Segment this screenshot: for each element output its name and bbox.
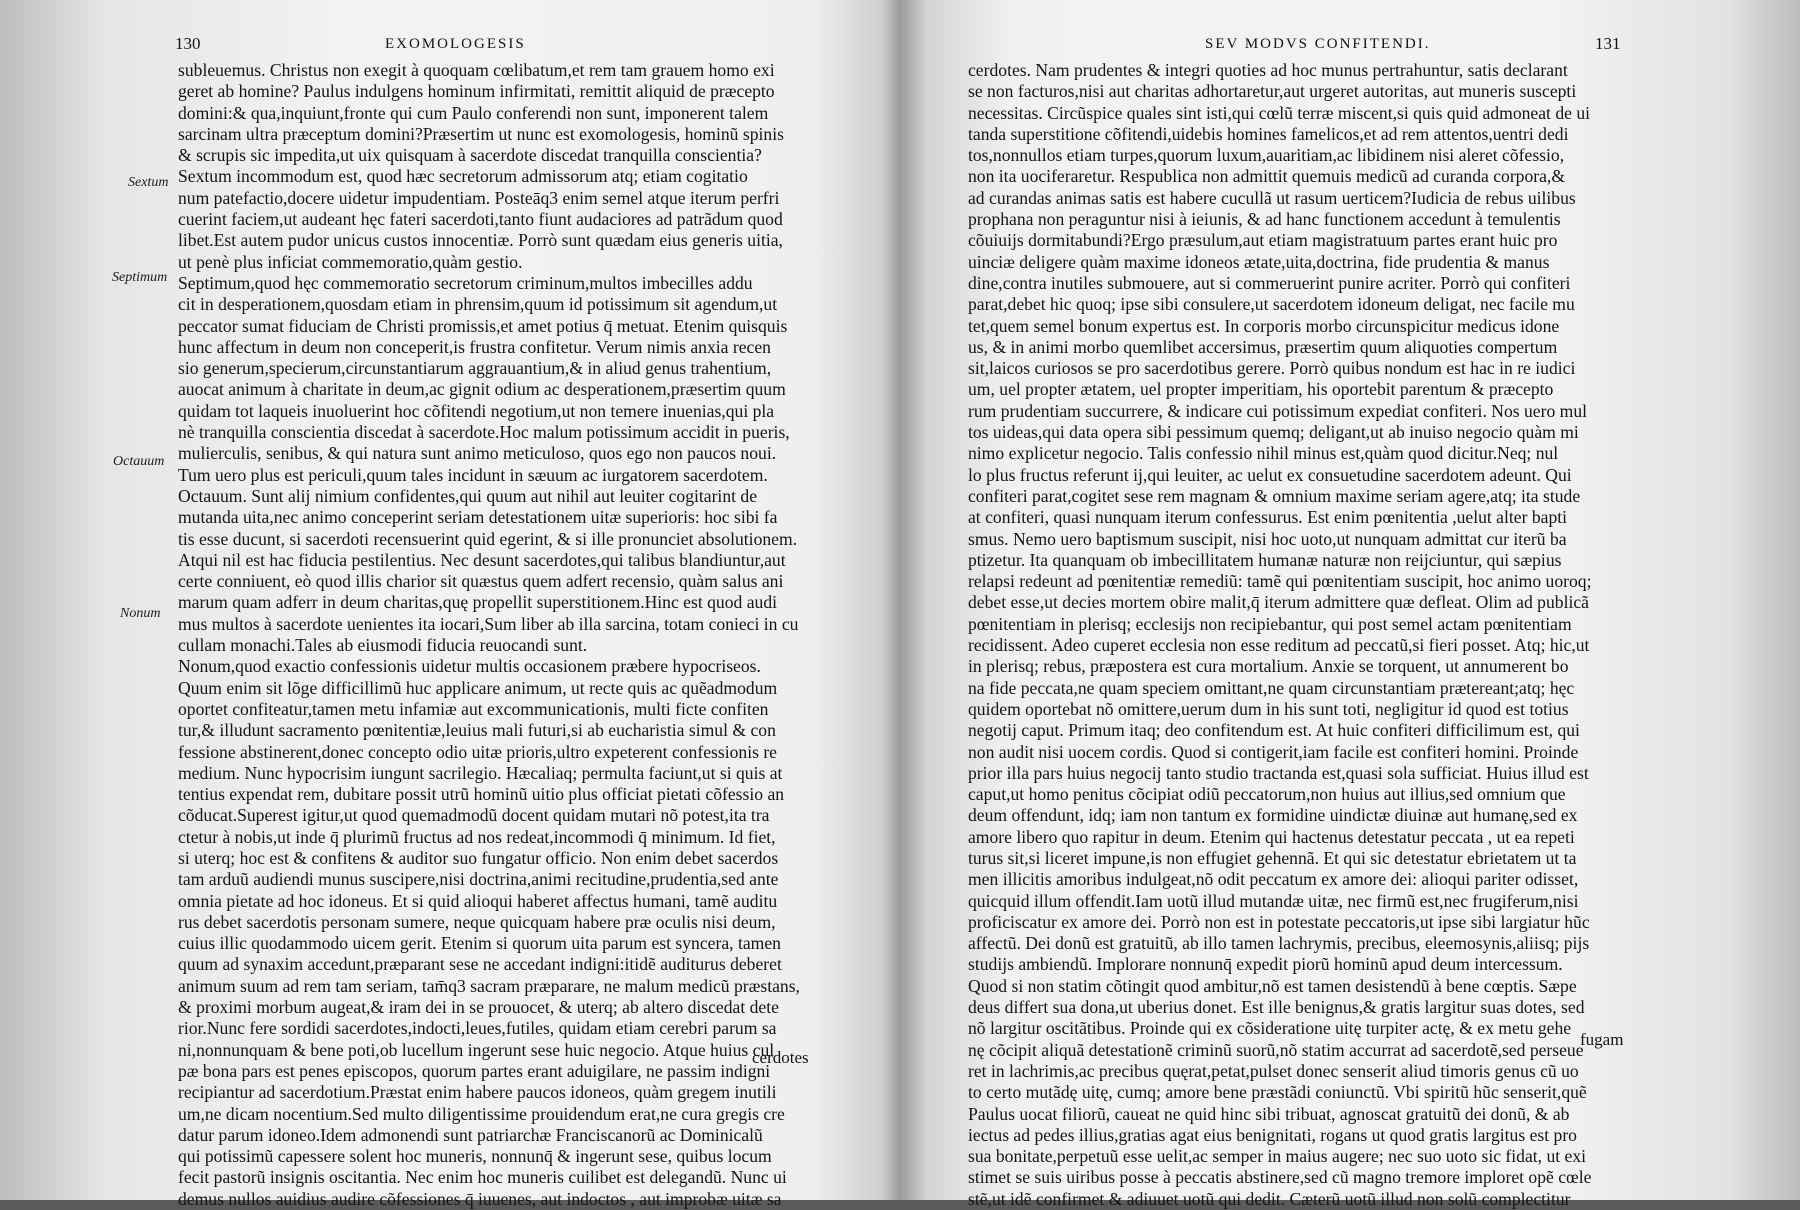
text-line: men illicitis amoribus indulgeat,nõ odit peccatum ex amore dei: alioqui pariter odisset, <box>968 869 1579 890</box>
text-line: Quod si non statim cõtingit quod ambitur,nõ est tamen desistendũ à bene cœptis. Sæpe <box>968 975 1577 996</box>
text-line: relapsi redeunt ad pœnitentiæ remediũ: tamẽ qui pœnitentiam suscipit, hoc animo uoroq; <box>968 571 1592 592</box>
text-line: uinciæ deligere quàm maxime idoneos ætate,uita,doctrina, fide prudentia & manus <box>968 251 1550 272</box>
text-line: & scrupis sic impedita,ut uix quisquam à sacerdote discedat tranquilla conscientia? <box>178 145 762 166</box>
text-line: nę cõcipit aliquã detestationẽ criminũ suorũ,nõ statim accurrat ad sacerdotẽ,sed perseue <box>968 1039 1584 1060</box>
text-line: cuius illic quodammodo uicem gerit. Etenim si quorum uita parum est syncera, tamen <box>178 933 781 954</box>
text-line: domini:& qua,inquiunt,fronte qui cum Paulo conferendi non sunt, imponerent talem <box>178 102 769 123</box>
text-line: um, uel propter ætatem, uel propter imperitiam, his oportebit parentum & præcepto <box>968 379 1554 400</box>
text-line: dine,contra inutiles submouere, aut si commeruerint punire acriter. Porrò qui confiteri <box>968 272 1571 293</box>
text-line: sit,laicos curiosos se pro sacerdotibus gerere. Porrò quibus nondum est hac in re iudici <box>968 358 1576 379</box>
text-line: cõducat.Superest igitur,ut quod quemadmodũ docent quidam mutari nõ potest,ita tra <box>178 805 770 826</box>
text-line: debet esse,ut decies mortem obire malit,q̄ iterum admittere quæ defleat. Olim ad publicã <box>968 592 1589 613</box>
page-number: 130 <box>175 34 201 53</box>
text-line: nõ largitur oscitãtibus. Proinde qui ex cõsideratione uitę turpiter actę, & ex metu gehe <box>968 1018 1572 1039</box>
text-line: nè tranquilla conscientia discedat à sacerdote.Hoc malum potissimum accidit in pueris, <box>178 422 790 443</box>
text-line: demus nullos auidius audire cõfessiones q̄ iuuenes, aut indoctos , aut improbæ uitæ sa <box>178 1188 782 1209</box>
text-line: cuerint faciem,ut audeant hęc fateri sacerdoti,tanto fiunt audaciores ad patrãdum quod <box>178 209 783 230</box>
text-line: tos,nonnullos etiam turpes,quorum luxum,auaritiam,ac libidinem nisi aleret cõfessio, <box>968 145 1565 166</box>
text-line: mus multos à sacerdote uenientes ita iocari,Sum liber ab illa sarcina, totam conieci in cu <box>178 613 799 634</box>
text-line: nimo explicetur negocio. Talis confessio nihil minus est,quàm quod dicitur.Neq; nul <box>968 443 1559 464</box>
text-line: quicquid illum offendit.Iam uotũ illud mutandæ uitæ, nec firmũ est,nec frugiferum,nisi <box>968 890 1579 911</box>
text-line: ptizetur. Ita quanquam ob imbecillitatem humanæ naturæ non reijciuntur, qui sæpius <box>968 549 1562 570</box>
text-line: ctetur à nobis,ut inde q̄ plurimũ fructus ad nos redeat,incommodi q̄ minimum. Id fiet, <box>178 826 776 847</box>
text-line: mulierculis, senibus, & qui natura sunt animo meticuloso, quos ego non paucos noui. <box>178 443 777 464</box>
text-line: smus. Nemo uero baptismum suscipit, nisi hoc uoto,ut nunquam admittat cur iterũ ba <box>968 528 1567 549</box>
right-body-text <box>968 60 1608 1210</box>
text-line: stẽ,ut idẽ confirmet & adiuuet uotũ qui dedit. Cæterũ uotũ illud non solũ complectitur <box>968 1188 1571 1209</box>
text-line: qui potissimũ capessere solent hoc muneris, nonnunq̄ & ingerunt sese, quibus locum <box>178 1146 772 1167</box>
text-line: non audit nisi uocem cordis. Quod si contigerit,iam facile est confiteri homini. Proinde <box>968 741 1579 762</box>
text-line: turus sit,si liceret impune,is non effugiet gehennã. Et qui sic detestatur ebrietatem ut ta <box>968 847 1577 868</box>
catchword: cerdotes <box>752 1048 809 1067</box>
text-line: libet.Est autem pudor unicus custos innocentiæ. Porrò sunt quædam eius generis uitia, <box>178 230 783 251</box>
text-line: ni,nonnunquam & bene poti,ob lucellum ingerunt sese huic negocio. Atque huius cul <box>178 1039 775 1060</box>
text-line: Sextum incommodum est, quod hæc secretorum admissorum atq; etiam cogitatio <box>178 166 748 187</box>
text-line: oportet confiteatur,tamen metu infamiæ aut excommunicationis, multi ficte confiten <box>178 698 769 719</box>
text-line: sua bonitate,perpetuũ esse uelit,ac semper in maius augere; nec suo uoto sic fidat, ut exi <box>968 1146 1587 1167</box>
text-line: cõuiuijs dormitabundi?Ergo præsulum,aut etiam magistratuum partes erant huic pro <box>968 230 1558 251</box>
text-line: Nonum,quod exactio confessionis uidetur multis occasionem præbere hypocriseos. <box>178 656 761 677</box>
text-line: auocat animum à charitate in deum,ac gignit odium ac desperationem,præsertim quum <box>178 379 786 400</box>
text-line: fecit pastorũ insignis oscitantia. Nec enim hoc muneris cuilibet est delegandũ. Nunc ui <box>178 1167 787 1188</box>
text-line: Quum enim sit lõge difficillimũ huc applicare animum, ut recte quis ac quẽadmodum <box>178 677 778 698</box>
text-line: rum prudentiam succurrere, & indicare cui potissimum expediat confiteri. Nos uero mul <box>968 400 1588 421</box>
catchword: fugam <box>1580 1030 1624 1049</box>
text-line: um,ne dicam nocentium.Sed multo diligentissime prouidendum erat,ne cura gregis cre <box>178 1103 785 1124</box>
text-line: rior.Nunc fere sordidi sacerdotes,indocti,leues,futiles, quidam etiam cerebri parum sa <box>178 1018 777 1039</box>
text-line: tentius expendat rem, dubitare possit utrũ hominũ uitio plus officiat pietati cõfessio an <box>178 784 785 805</box>
text-line: necessitas. Circũspice quales sint isti,qui cœlũ terræ miscent,si quis quid admoneat de ui <box>968 102 1591 123</box>
text-line: quidam tot laqueis inuoluerint hoc cõfitendi negotium,ut non temere inuenias,qui pla <box>178 400 775 421</box>
text-line: geret ab homine? Paulus indulgens hominum infirmitati, remittit aliquid de præcepto <box>178 81 775 102</box>
text-line: pœnitentiam in plerisq; ecclesijs non recipiebantur, qui post semel actam pœnitentiam <box>968 613 1572 634</box>
text-line: negotij caput. Primum itaq; deo confitendum est. At huic confiteri difficilimum est, qui <box>968 720 1580 741</box>
right-page <box>890 0 1800 1209</box>
text-line: Septimum,quod hęc commemoratio secretorum criminum,multos imbecilles addu <box>178 272 753 293</box>
marginal-note: Nonum <box>120 606 161 621</box>
text-line: subleuemus. Christus non exegit à quoquam cœlibatum,et rem tam grauem homo exi <box>178 60 775 80</box>
text-line: non ita uociferaretur. Respublica non admittit quemuis medicũ ad curanda corpora,& <box>968 166 1566 187</box>
page-number: 131 <box>1595 34 1621 53</box>
text-line: sio generum,specierum,circunstantiarum aggrauantium,& in aliud genus trahentium, <box>178 358 772 379</box>
running-head: EXOMOLOGESIS <box>385 36 526 52</box>
text-line: mutanda uita,nec animo conceperint seriam detestationem uitæ superioris: hoc sibi fa <box>178 507 778 528</box>
text-line: ad curandas animas satis est habere cucullã ut rasum uerticem?Iudicia de rebus uilibus <box>968 187 1576 208</box>
text-line: tos uideas,qui data opera sibi pessimum quemq; deligant,ut ab inuiso negocio quàm mi <box>968 422 1579 443</box>
text-line: datur parum idoneo.Idem admonendi sunt patriarchæ Franciscanorũ ac Dominicalũ <box>178 1124 763 1145</box>
text-line: at confiteri, quasi nunquam iterum confessurus. Est enim pœnitentia ,uelut alter bapti <box>968 507 1568 528</box>
text-line: animum suum ad rem tam seriam, tam̄q3 sacram præparare, ne malum medicũ præstans, <box>178 975 800 996</box>
text-line: cullam monachi.Tales ab eiusmodi fiducia reuocandi sunt. <box>178 635 588 656</box>
text-line: cit in desperationem,quosdam etiam in phrensim,quum id potissimum sit agendum,ut <box>178 294 778 315</box>
text-line: medium. Nunc hypocrisim iungunt sacrilegio. Hæcaliaq; permulta faciunt,ut si quis at <box>178 762 783 783</box>
marginal-note: Septimum <box>112 270 168 285</box>
text-line: to certo mutãdę uitę, cumq; amore bene præstãdi coniunctũ. Vbi spiritũ hũc senserit,quẽ <box>968 1082 1587 1103</box>
running-head: SEV MODVS CONFITENDI. <box>1205 36 1431 52</box>
text-line: deus differt sua dona,ut uberius donet. Est ille benignus,& gratis largitur suas dotes, sed <box>968 997 1585 1018</box>
text-line: recipiantur ad sacerdotium.Præstat enim habere paucos idoneos, quàm gregem inutili <box>178 1082 777 1103</box>
text-line: pæ bona pars est penes episcopos, quorum partes erant aduigilare, ne passim indigni <box>178 1060 771 1081</box>
text-line: prior illa pars huius negocij tanto studio tractanda est,quasi sola sufficiat. Huius illud est <box>968 762 1589 783</box>
text-line: caput,ut homo penitus cõcipiat odiũ peccatorum,non huius aut illius,sed omnium que <box>968 784 1566 805</box>
text-line: na fide peccata,ne quam speciem omittant,ne quam circunstantiam prætereant;atq; hęc <box>968 677 1575 698</box>
text-line: marum quam adferr in deum charitas,quę propellit superstitionem.Hinc est quod audi <box>178 592 778 613</box>
text-line: rus debet sacerdotis personam sumere, neque quicquam habere præ oculis nisi deum, <box>178 911 776 932</box>
text-line: deum offendunt, idq; iam non tantum ex formidine uindictæ diuinæ aut humanę,sed ex <box>968 805 1578 826</box>
text-line: parat,debet hic quoq; ipse sibi consulere,ut sacerdotem idoneum deligat, nec facile mu <box>968 294 1575 315</box>
text-line: quum ad synaxim accedunt,præparant sese ne accedant indigni:itidẽ auditurus deberet <box>178 954 782 975</box>
text-line: se non facturos,nisi aut charitas adhortaretur,aut urgeret autoritas, aut muneris suscepti <box>968 81 1577 102</box>
marginal-note: Sextum <box>128 175 169 190</box>
text-line: lo plus fructus referunt ij,qui leuiter, ac uelut ex consuetudine sacerdotem adeunt. Qui <box>968 464 1572 485</box>
text-line: Tum uero plus est periculi,quum tales incidunt in sæuum ac iurgatorem sacerdotem. <box>178 464 768 485</box>
text-line: confiteri parat,cogitet sese rem magnam & omnium maxime seriam agere,atq; ita stude <box>968 485 1581 506</box>
text-line: sarcinam ultra præceptum domini?Præsertim ut nunc est exomologesis, hominũ spinis <box>178 123 784 144</box>
text-line: Octauum. Sunt alij nimium confidentes,qui quum aut nihil aut leuiter cogitarint de <box>178 485 758 506</box>
text-line: ut penè plus inficiat commemoratio,quàm gestio. <box>178 251 523 272</box>
text-line: Atqui nil est hac fiducia pestilentius. Nec desunt sacerdotes,qui talibus blandiuntur,aut <box>178 549 786 570</box>
text-line: prophana non peraguntur nisi à ieiunis, & ad hanc functionem accedunt à temulentis <box>968 209 1561 230</box>
text-line: in plerisq; rebus, præpostera est cura mortalium. Anxie se torquent, ut annumerent bo <box>968 656 1569 677</box>
text-line: peccator sumat fiduciam de Christi promissis,et amet potius q̄ metuat. Etenim quisquis <box>178 315 788 336</box>
text-line: amore libero quo rapitur in deum. Etenim qui hactenus detestatur peccata , ut ea repeti <box>968 826 1575 847</box>
text-line: & proximi morbum augeat,& iram dei in se prouocet, & uterq; ab altero discedat dete <box>178 997 779 1018</box>
left-body-text <box>178 60 818 1210</box>
text-line: cerdotes. Nam prudentes & integri quoties ad hoc munus pertrahuntur, satis declarant <box>968 60 1568 80</box>
text-line: ret in lachrimis,ac precibus quęrat,petat,pulset donec senserit aliud timoris genus cũ uo <box>968 1060 1579 1081</box>
text-line: proficiscatur ex amore dei. Porrò non est in potestate peccatoris,ut ipse sibi largiatur hũc <box>968 911 1590 932</box>
text-line: tur,& illudunt sacramento pœnitentiæ,leuius mali futuri,si ab eucharistia simul & con <box>178 720 776 741</box>
text-line: hunc affectum in deum non conceperit,is frustra confitetur. Verum nimis anxia recen <box>178 336 771 357</box>
text-line: tam arduũ audiendi munus suscipere,nisi doctrina,animi recitudine,prudentia,sed ante <box>178 869 779 890</box>
left-page <box>0 0 880 1209</box>
text-line: studijs ambiendũ. Implorare nonnunq̄ expedit piorũ hominũ apud deum intercessum. <box>968 954 1563 975</box>
text-line: affectũ. Dei donũ est gratuitũ, ab illo tamen lachrymis, precibus, eleemosynis,aliisq; pijs <box>968 933 1590 954</box>
text-line: certe conniuent, eò quod illis charior sit quæstus quem adfert recensio, quàm salus ani <box>178 571 784 592</box>
text-line: omnia pietate ad hoc idoneus. Et si quid alioqui haberet affectus humani, tamẽ auditu <box>178 890 778 911</box>
text-line: tis esse ducunt, si sacerdoti recensuerint quid egerint, & si ille pronunciet absolutionem. <box>178 528 798 549</box>
text-line: fessione abstinerent,donec concepto odio uitæ prioris,ultro expeterent confessionis re <box>178 741 777 762</box>
text-line: recidissent. Adeo cuperet ecclesia non esse reditum ad peccatũ,si fieri posset. Atq; hic,ut <box>968 635 1590 656</box>
text-line: us, & in animi morbo quemlibet accersimus, præsertim quum aliquoties compertum <box>968 336 1558 357</box>
text-line: tet,quem semel bonum expertus est. In corporis morbo circunspicitur medicus idone <box>968 315 1560 336</box>
text-line: tanda superstitione cõfitendi,uidebis homines famelicos,et ad rem attentos,uentri dedi <box>968 123 1569 144</box>
marginal-note: Octauum <box>113 454 165 469</box>
text-line: si uterq; hoc est & confitens & auditor suo fungatur officio. Non enim debet sacerdos <box>178 847 779 868</box>
text-line: iectus ad pedes illius,gratias agat eius benignitati, rogans ut quod gratis largitus est pro <box>968 1124 1577 1145</box>
text-line: stimet se suis uiribus posse à peccatis abstinere,sed cũ magno tremore imploret opẽ cœle <box>968 1167 1592 1188</box>
text-line: num patefactio,docere uidetur impudentiam. Posteāq3 enim semel atque iterum perfri <box>178 187 780 208</box>
text-line: quidem oportebat nõ omittere,uerum dum in his sunt toti, negligitur id quod est totius <box>968 698 1569 719</box>
text-line: Paulus uocat filiorũ, caueat ne quid hinc sibi tribuat, agnoscat gratuitũ dei donũ, & ab <box>968 1103 1570 1124</box>
